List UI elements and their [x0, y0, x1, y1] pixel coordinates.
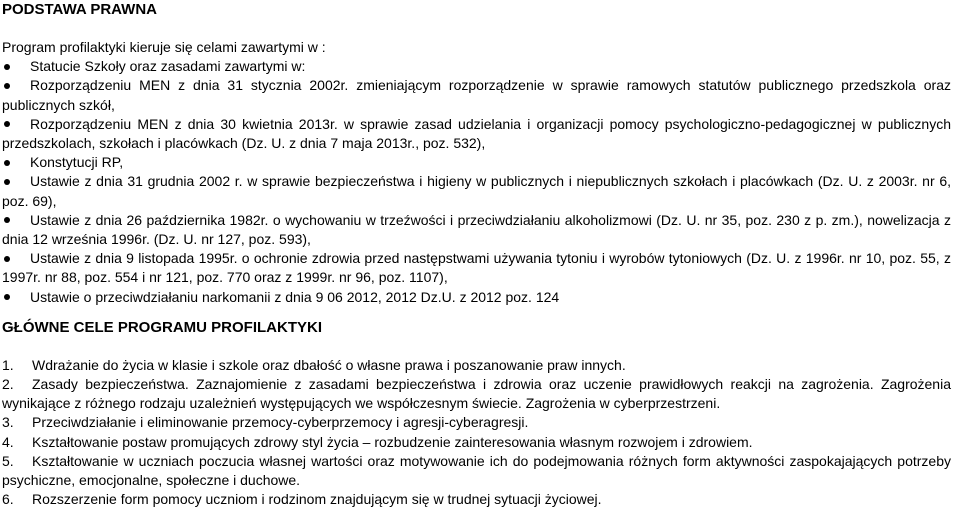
goal-text: Kształtowanie postaw promujących zdrowy styl życia – rozbudzenie zainteresowania własnym rozwojem i zdrowiem. — [32, 433, 753, 450]
legal-basis-list — [2, 57, 951, 307]
list-item — [2, 172, 951, 210]
goal-number: 1. — [2, 356, 14, 373]
goal-text: Kształtowanie w uczniach poczucia własnej wartości oraz motywowanie ich do podejmowania różnych form aktywności zaspokajających potrzeby psychiczne, emocjonalne, społeczne i duchowe. — [2, 452, 951, 489]
bullet-icon — [4, 217, 10, 223]
goal-text: Wdrażanie do życia w klasie i szkole oraz dbałość o własne prawa i poszanowanie praw innych. — [32, 356, 626, 373]
list-item — [2, 57, 951, 76]
goal-number: 6. — [2, 491, 14, 508]
goal-item — [2, 356, 951, 375]
goal-text: Przeciwdziałanie i eliminowanie przemocy-cyberprzemocy i agresji-cyberagresji. — [32, 414, 529, 431]
bullet-icon — [4, 160, 10, 166]
goal-number: 2. — [2, 376, 14, 393]
goal-item — [2, 413, 951, 432]
goal-item — [2, 490, 951, 509]
goal-text: Zasady bezpieczeństwa. Zaznajomienie z zasadami bezpieczeństwa i zdrowia oraz uczenie prawidłowych reakcji na zagrożenia. Zagrożenia wynikające z różnego rodzaju uzależnień występujących we współczesnym świecie. Zagrożenia w cyberprzestrzeni. — [2, 376, 951, 412]
bullet-icon — [4, 121, 10, 127]
list-item-text: Rozporządzeniu MEN z dnia 31 stycznia 2002r. zmieniającym rozporządzenie w sprawie ramowych statutów publicznego przedszkola oraz publicznych szkół, — [2, 77, 951, 113]
goal-number: 3. — [2, 414, 14, 431]
bullet-icon — [4, 83, 10, 89]
legal-basis-heading: PODSTAWA PRAWNA — [2, 1, 158, 18]
goal-text: Rozszerzenie form pomocy uczniom i rodzinom znajdującym się w trudnej sytuacji życiowej. — [32, 491, 602, 508]
list-item-text: Ustawie o przeciwdziałaniu narkomanii z dnia 9 06 2012, 2012 Dz.U. z 2012 poz. 124 — [30, 288, 560, 305]
list-item — [2, 76, 951, 114]
list-item — [2, 249, 951, 287]
list-item — [2, 153, 951, 172]
goal-item — [2, 433, 951, 452]
bullet-icon — [4, 294, 10, 300]
list-item — [2, 211, 951, 249]
goal-number: 4. — [2, 433, 14, 450]
intro-text: Program profilaktyki kieruje się celami zawartymi w : — [2, 39, 326, 55]
list-item-text: Rozporządzeniu MEN z dnia 30 kwietnia 2013r. w sprawie zasad udzielania i organizacji pomocy psychologiczno-pedagogicznej w publicznych przedszkolach, szkołach i placówkach (Dz. U. z dnia 7 maja 2013r., poz. 532), — [2, 115, 951, 152]
list-item-text: Ustawie z dnia 26 października 1982r. o wychowaniu w trzeźwości i przeciwdziałaniu alkoholizmowi (Dz. U. nr 35, poz. 230 z p. zm.), nowelizacja z dnia 12 września 1996r. (Dz. U. nr 127, poz. 593), — [2, 211, 951, 248]
list-item-text: Statucie Szkoły oraz zasadami zawartymi w: — [30, 58, 306, 75]
goal-item — [2, 375, 951, 413]
list-item-text: Ustawie z dnia 9 listopada 1995r. o ochronie zdrowia przed następstwami używania tytoniu i wyrobów tytoniowych (Dz. U. z 1996r. nr 10, poz. 55, z 1997r. nr 88, poz. 554 i nr 121, poz. 770 oraz z 1999r. nr 96, poz. 1107), — [2, 250, 951, 286]
goal-item — [2, 452, 951, 490]
goal-number: 5. — [2, 452, 14, 469]
bullet-icon — [4, 256, 10, 262]
list-item-text: Konstytucji RP, — [30, 154, 124, 171]
bullet-icon — [4, 179, 10, 185]
bullet-icon — [4, 64, 10, 70]
list-item — [2, 288, 951, 307]
goals-heading: GŁÓWNE CELE PROGRAMU PROFILAKTYKI — [2, 318, 322, 336]
goals-list — [2, 356, 951, 510]
list-item-text: Ustawie z dnia 31 grudnia 2002 r. w sprawie bezpieczeństwa i higieny w publicznych i niepublicznych szkołach i placówkach (Dz. U. z 2003r. nr 6, poz. 69), — [2, 173, 951, 209]
list-item — [2, 115, 951, 153]
